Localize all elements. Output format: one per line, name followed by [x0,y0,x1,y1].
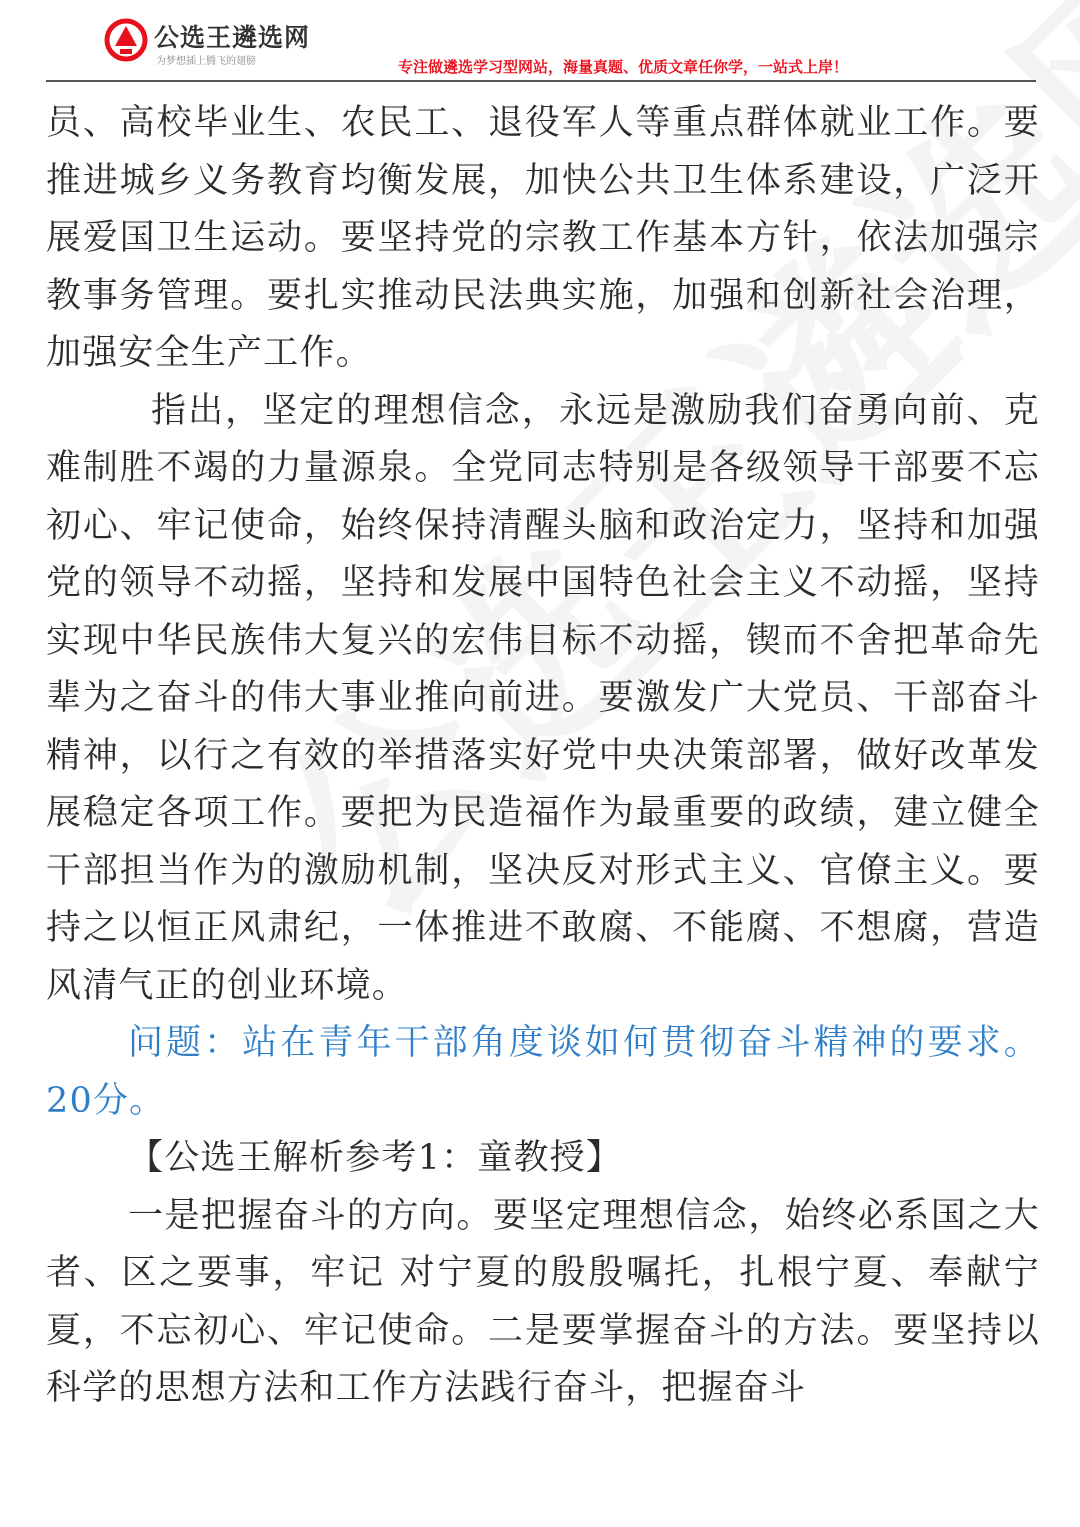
logo-subtitle: 为梦想插上腾飞的翅膀 [156,56,256,67]
logo-text: 公选王遴选网 [154,23,311,52]
page-header [0,0,1080,84]
header-divider [46,80,1036,82]
document-body [46,95,1040,1418]
question-text: 问题：站在青年干部角度谈如何贯彻奋斗精神的要求。20分。 [46,1023,1040,1121]
analysis-heading: 【公选王解析参考1：童教授】 [128,1138,623,1178]
logo-icon [104,16,148,64]
header-tagline: 专注做遴选学习型网站，海量真题、优质文章任你学，一站式上岸！ [398,58,849,76]
paragraph-3: 一是把握奋斗的方向。要坚定理想信念，始终必系国之大者、区之要事，牢记 对宁夏的殷殷嘱托，扎根宁夏、奉献宁夏，不忘初心、牢记使命。二是要掌握奋斗的方法。要坚持以科学的思想方法和工作方法践行奋斗，把握奋斗 [46,1195,1040,1408]
paragraph-2: 指出，坚定的理想信念，永远是激励我们奋勇向前、克难制胜不竭的力量源泉。全党同志特别是各级领导干部要不忘初心、牢记使命，始终保持清醒头脑和政治定力，坚持和加强党的领导不动摇，坚持和发展中国特色社会主义不动摇，坚持实现中华民族伟大复兴的宏伟目标不动摇，锲而不舍把革命先辈为之奋斗的伟大事业推向前进。要激发广大党员、干部奋斗精神，以行之有效的举措落实好党中央决策部署，做好改革发展稳定各项工作。要把为民造福作为最重要的政绩，建立健全干部担当作为的激励机制，坚决反对形式主义、官僚主义。要持之以恒正风肃纪，一体推进不敢腐、不能腐、不想腐，营造风清气正的创业环境。 [46,390,1040,1006]
paragraph-1: 员、高校毕业生、农民工、退役军人等重点群体就业工作。要推进城乡义务教育均衡发展，加快公共卫生体系建设，广泛开展爱国卫生运动。要坚持党的宗教工作基本方针，依法加强宗教事务管理。要扎实推动民法典实施，加强和创新社会治理，加强安全生产工作。 [46,103,1040,373]
